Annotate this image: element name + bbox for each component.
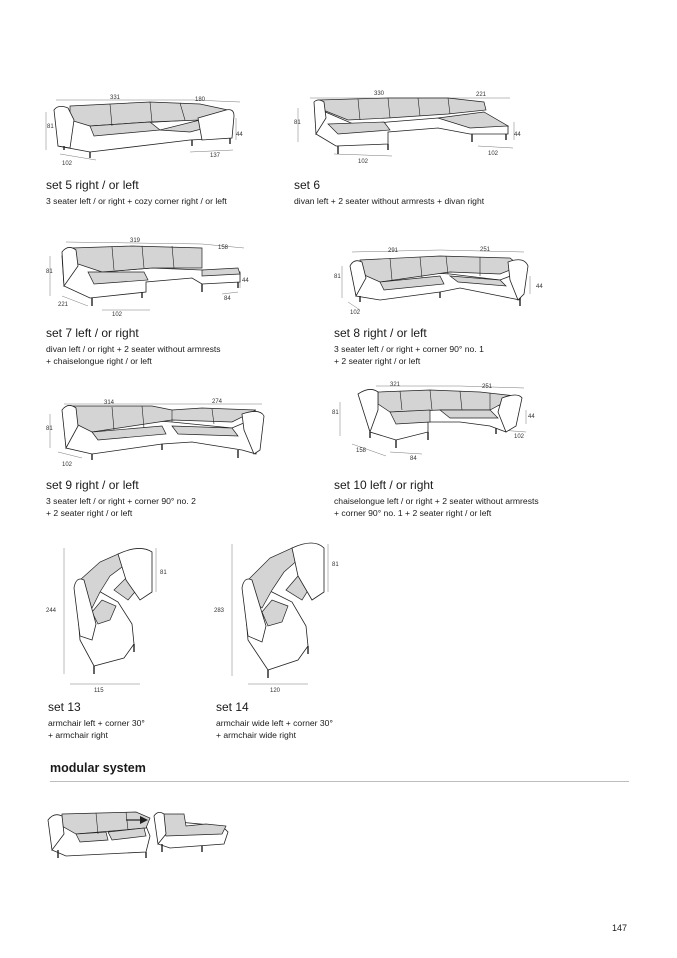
svg-text:120: 120 xyxy=(270,688,281,694)
set-10 xyxy=(330,380,550,530)
svg-text:321: 321 xyxy=(390,382,401,388)
svg-text:314: 314 xyxy=(104,400,115,406)
svg-text:102: 102 xyxy=(488,151,499,157)
svg-text:81: 81 xyxy=(47,124,54,130)
svg-text:180: 180 xyxy=(195,97,206,103)
set-title: set 13 xyxy=(48,700,81,714)
set-9-drawing xyxy=(42,392,272,482)
svg-text:102: 102 xyxy=(62,161,73,167)
svg-text:44: 44 xyxy=(514,132,521,138)
svg-text:244: 244 xyxy=(46,608,57,614)
set-description: 3 seater left / or right + cozy corner right / or left xyxy=(46,196,227,206)
svg-text:84: 84 xyxy=(410,456,417,462)
set-7-drawing xyxy=(42,236,262,326)
set-title: set 5 right / or left xyxy=(46,178,139,192)
modular-system-drawing xyxy=(46,806,246,866)
svg-text:251: 251 xyxy=(480,247,491,253)
svg-text:84: 84 xyxy=(224,296,231,302)
svg-text:44: 44 xyxy=(528,414,535,420)
svg-text:102: 102 xyxy=(514,434,525,440)
set-9 xyxy=(42,392,272,532)
set-13-drawing xyxy=(44,540,224,700)
set-14 xyxy=(212,540,392,740)
svg-text:102: 102 xyxy=(358,159,369,165)
set-5 xyxy=(40,90,260,210)
set-10-drawing xyxy=(330,380,550,480)
svg-text:81: 81 xyxy=(332,410,339,416)
svg-text:81: 81 xyxy=(294,120,301,126)
svg-text:102: 102 xyxy=(62,462,73,468)
set-6-drawing xyxy=(288,88,528,178)
svg-text:102: 102 xyxy=(112,312,123,318)
svg-text:81: 81 xyxy=(46,269,53,275)
set-description: divan left + 2 seater without armrests + divan right xyxy=(294,196,485,206)
svg-text:115: 115 xyxy=(94,688,104,694)
svg-text:44: 44 xyxy=(236,132,243,138)
svg-text:158: 158 xyxy=(356,448,367,454)
set-title: set 8 right / or left xyxy=(334,326,427,340)
svg-text:330: 330 xyxy=(374,91,385,97)
set-description: divan left / or right + 2 seater without armrests + chaiselongue right / or left xyxy=(46,344,221,366)
section-title: modular system xyxy=(50,761,146,775)
svg-text:283: 283 xyxy=(214,608,225,614)
set-description: 3 seater left / or right + corner 90° no. 2 + 2 seater right / or left xyxy=(46,496,196,518)
svg-text:102: 102 xyxy=(350,310,361,316)
set-title: set 6 xyxy=(294,178,321,192)
set-description: 3 seater left / or right + corner 90° no. 1 + 2 seater right / or left xyxy=(334,344,484,366)
svg-text:137: 137 xyxy=(210,153,221,159)
svg-text:81: 81 xyxy=(160,570,167,576)
set-title: set 9 right / or left xyxy=(46,478,139,492)
page-number: 147 xyxy=(612,923,628,933)
set-8-drawing xyxy=(330,240,550,330)
svg-text:81: 81 xyxy=(46,426,53,432)
svg-text:274: 274 xyxy=(212,399,223,405)
set-description: armchair left + corner 30° + armchair right xyxy=(48,718,145,740)
svg-text:251: 251 xyxy=(482,384,493,390)
set-title: set 14 xyxy=(216,700,249,714)
svg-text:221: 221 xyxy=(476,92,487,98)
set-6 xyxy=(288,88,528,208)
svg-text:221: 221 xyxy=(58,302,69,308)
svg-text:81: 81 xyxy=(332,562,339,568)
svg-text:44: 44 xyxy=(242,278,249,284)
set-title: set 10 left / or right xyxy=(334,478,434,492)
set-13 xyxy=(44,540,224,740)
set-8 xyxy=(330,240,550,380)
svg-text:44: 44 xyxy=(536,284,543,290)
svg-text:158: 158 xyxy=(218,245,229,251)
svg-text:291: 291 xyxy=(388,248,399,254)
set-7 xyxy=(42,236,262,376)
set-14-drawing xyxy=(212,540,392,700)
set-description: chaiselongue left / or right + 2 seater without armrests + corner 90° no. 1 + 2 seater right / or left xyxy=(334,496,539,518)
set-title: set 7 left / or right xyxy=(46,326,139,340)
svg-text:331: 331 xyxy=(110,95,121,101)
set-5-drawing xyxy=(40,90,260,180)
divider xyxy=(50,781,629,782)
svg-text:81: 81 xyxy=(334,274,341,280)
svg-text:319: 319 xyxy=(130,238,141,244)
set-description: armchair wide left + corner 30° + armchair wide right xyxy=(216,718,333,740)
